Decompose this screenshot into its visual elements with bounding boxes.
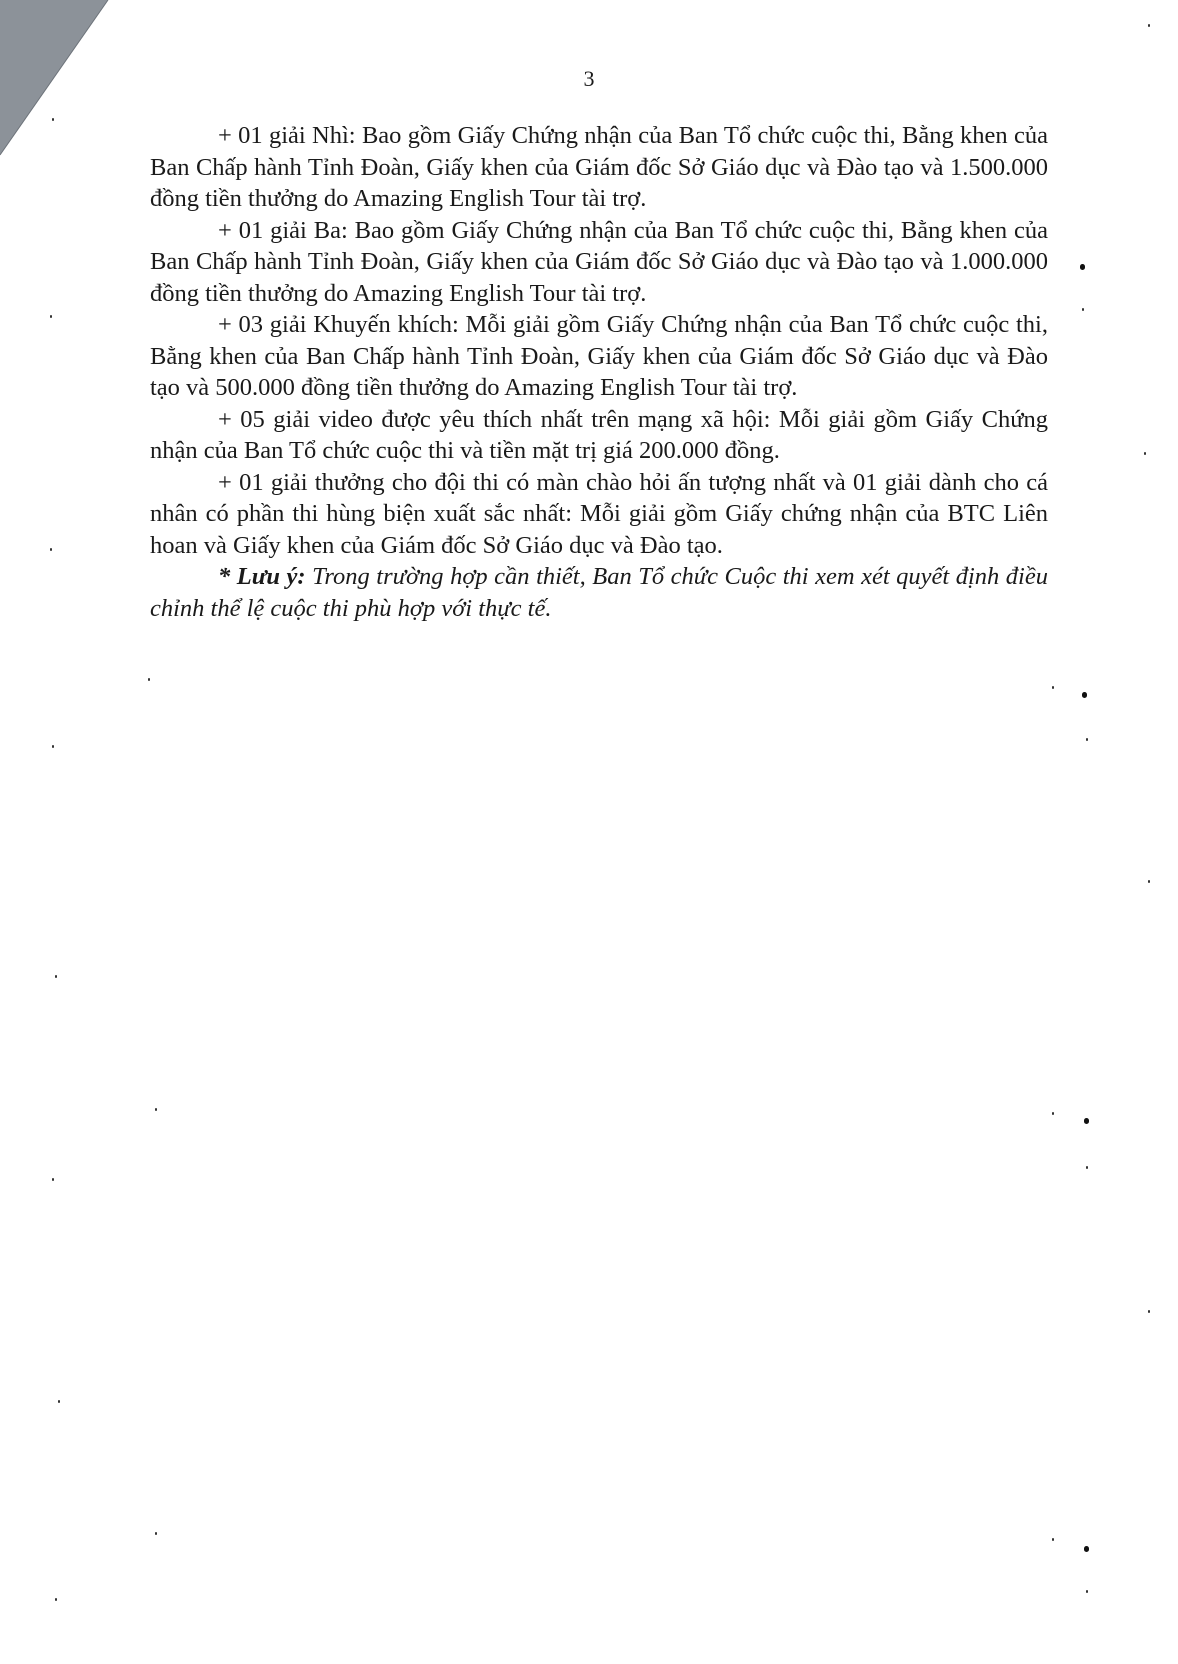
scan-speck [50, 548, 52, 551]
scan-speck [1086, 738, 1088, 741]
scan-speck [1086, 1166, 1088, 1169]
paragraph-special-prize: + 01 giải thưởng cho đội thi có màn chào hỏi ấn tượng nhất và 01 giải dành cho cá nhân có phần thi hùng biện xuất sắc nhất: Mỗi giải gồm Giấy chứng nhận của BTC Liên hoan và Giấy khen của Giám đốc Sở Giáo dục và Đào tạo. [150, 468, 1048, 559]
note-text: Trong trường hợp cần thiết, Ban Tổ chức Cuộc thi xem xét quyết định điều chỉnh thể lệ cuộc thi phù hợp với thực tế. [150, 563, 1048, 622]
document-body [150, 120, 1048, 624]
scan-speck [50, 315, 52, 318]
scan-speck [1052, 686, 1054, 689]
scan-speck [1148, 1310, 1150, 1313]
page-number: 3 [583, 66, 595, 91]
note-label: * Lưu ý: [218, 563, 306, 590]
scan-speck [58, 1400, 60, 1403]
paragraph-encouragement-prize: + 03 giải Khuyến khích: Mỗi giải gồm Giấy Chứng nhận của Ban Tổ chức cuộc thi, Bằng khen của Ban Chấp hành Tỉnh Đoàn, Giấy khen của Giám đốc Sở Giáo dục và Đào tạo và 500.000 đồng tiền thưởng do Amazing English Tour tài trợ. [150, 311, 1048, 401]
scan-speck [1052, 1538, 1054, 1541]
scan-speck [1052, 1112, 1054, 1115]
scan-speck [1144, 452, 1146, 455]
scan-speck [1084, 1546, 1089, 1552]
scan-speck [52, 118, 54, 121]
scan-speck [1082, 692, 1087, 698]
scan-speck [1080, 264, 1085, 270]
scan-speck [155, 1532, 157, 1535]
scan-speck [155, 1108, 157, 1111]
scan-speck [55, 975, 57, 978]
note-paragraph [150, 561, 1048, 624]
scan-speck [1084, 1118, 1089, 1124]
paragraph-second-prize: + 01 giải Nhì: Bao gồm Giấy Chứng nhận của Ban Tổ chức cuộc thi, Bằng khen của Ban Chấp hành Tỉnh Đoàn, Giấy khen của Giám đốc Sở Giáo dục và Đào tạo và 1.500.000 đồng tiền thưởng do Amazing English Tour tài trợ. [150, 122, 1048, 212]
scan-speck [148, 678, 150, 681]
scan-speck [1148, 24, 1150, 27]
scan-speck [1082, 308, 1084, 311]
paragraph-video-prize: + 05 giải video được yêu thích nhất trên mạng xã hội: Mỗi giải gồm Giấy Chứng nhận của Ban Tổ chức cuộc thi và tiền mặt trị giá 200.000 đồng. [150, 405, 1048, 464]
scan-speck [52, 745, 54, 748]
scan-speck [55, 1598, 57, 1601]
scan-speck [1086, 1590, 1088, 1593]
paragraph-third-prize: + 01 giải Ba: Bao gồm Giấy Chứng nhận của Ban Tổ chức cuộc thi, Bằng khen của Ban Chấp hành Tỉnh Đoàn, Giấy khen của Giám đốc Sở Giáo dục và Đào tạo và 1.000.000 đồng tiền thưởng do Amazing English Tour tài trợ. [150, 216, 1048, 307]
scan-speck [52, 1178, 54, 1181]
scan-speck [1148, 880, 1150, 883]
